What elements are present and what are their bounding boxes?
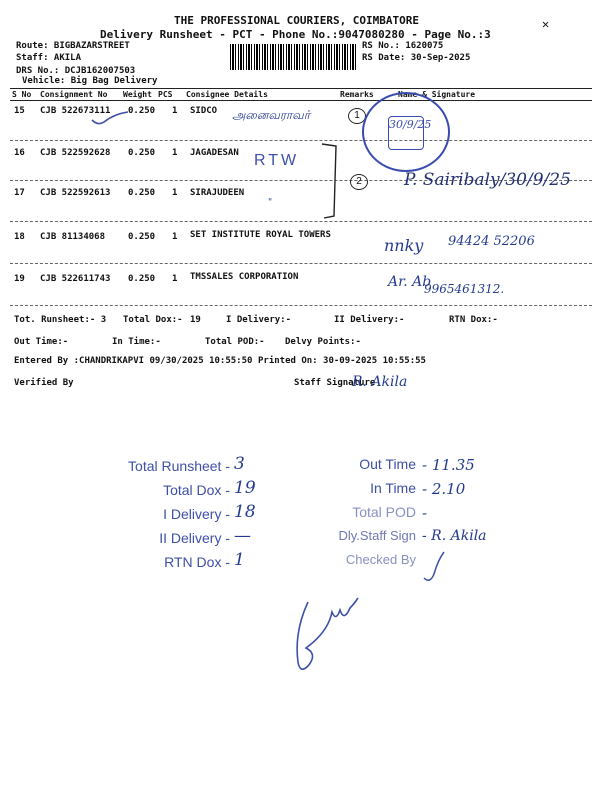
row-sno: 19 — [14, 274, 25, 284]
summary-label: II Delivery - — [159, 530, 230, 546]
row-sno: 16 — [14, 148, 25, 158]
bottom-signature-icon — [288, 592, 368, 682]
row-weight: 0.250 — [128, 274, 156, 284]
row-consignment: CJB 522592613 — [40, 188, 111, 198]
col-weight: Weight — [123, 90, 152, 99]
summary-label: Checked By — [345, 552, 416, 567]
row19-phone: 9965461312. — [424, 282, 505, 296]
summary-label: Total Dox - — [163, 482, 230, 498]
tot-runsheet: Tot. Runsheet:- 3 — [14, 315, 107, 325]
row-weight: 0.250 — [128, 148, 156, 158]
summary-label: Total POD — [352, 504, 416, 520]
row-pcs: 1 — [172, 148, 178, 158]
in-time: In Time:- — [112, 337, 161, 347]
row-pcs: 1 — [172, 274, 178, 284]
summary-value: - 2.10 — [422, 480, 466, 498]
row-consignment: CJB 522673111 — [40, 106, 111, 116]
col-sno: S No — [12, 90, 32, 99]
summary-label: RTN Dox - — [164, 554, 230, 570]
drs-number: DRS No.: DCJB162007503 — [16, 66, 136, 76]
delivery-stamp — [362, 92, 450, 172]
summary-left-labels — [128, 458, 230, 578]
summary-right-labels — [338, 456, 416, 576]
row-consignment: CJB 522611743 — [40, 274, 111, 284]
col-consignee: Consignee Details — [186, 90, 268, 99]
row18-phone: 94424 52206 — [448, 234, 535, 249]
row-weight: 0.250 — [128, 188, 156, 198]
summary-label: Dly.Staff Sign — [338, 528, 416, 543]
summary-left-values — [234, 454, 256, 574]
vehicle: Vehicle: Big Bag Delivery — [22, 76, 158, 86]
row-consignment: CJB 522592628 — [40, 148, 111, 158]
row15-handwriting: அனைவராவர் — [232, 108, 311, 122]
row15-circled-mark: 1 — [348, 108, 366, 124]
verified-by: Verified By — [14, 378, 74, 388]
route: Route: BIGBAZARSTREET — [16, 41, 130, 51]
delvy-points: Delvy Points:- — [285, 337, 361, 347]
row17-ditto: " — [268, 198, 273, 208]
summary-value: 3 — [234, 454, 245, 474]
col-signature: Name & Signature — [398, 90, 476, 99]
row-consignment: CJB 81134068 — [40, 232, 106, 242]
summary-label: In Time — [370, 480, 416, 496]
rs-number: RS No.: 1620075 — [362, 41, 444, 51]
row17-circled-mark: 2 — [350, 174, 368, 190]
row17-signature: P. Sairibaly/30/9/25 — [404, 170, 571, 190]
row-pcs: 1 — [172, 106, 178, 116]
row19-signature: Ar. Ab — [388, 274, 432, 290]
row-consignee: SIDCO — [190, 106, 218, 116]
row-consignee: JAGADESAN — [190, 148, 239, 158]
staff: Staff: AKILA — [16, 53, 82, 63]
row-consignee: SIRAJUDEEN — [190, 188, 245, 198]
i-delivery: I Delivery:- — [226, 315, 292, 325]
entered-by: Entered By :CHANDRIKAPVI 09/30/2025 10:55:50 — [14, 356, 253, 366]
corner-mark-icon: ✕ — [542, 17, 550, 31]
row-sno: 18 — [14, 232, 25, 242]
staff-signature-label: Staff Signature — [294, 378, 376, 388]
row-consignee: TMSSALES CORPORATION — [190, 272, 299, 282]
barcode — [230, 44, 356, 70]
summary-value: - 11.35 — [422, 456, 475, 474]
tick-mark-icon — [90, 110, 130, 128]
rs-date: RS Date: 30-Sep-2025 — [362, 53, 471, 63]
summary-value: - — [422, 504, 428, 522]
stamp-date: 30/9/25 — [388, 116, 424, 150]
total-pod: Total POD:- — [205, 337, 265, 347]
staff-handwritten-signature: R. Akila — [352, 374, 408, 390]
rtn-dox: RTN Dox:- — [449, 315, 498, 325]
row-weight: 0.250 — [128, 106, 156, 116]
row-sno: 17 — [14, 188, 25, 198]
checked-squiggle-icon — [420, 548, 450, 588]
col-consignment: Consignment No — [40, 90, 108, 99]
row-consignee: SET INSTITUTE ROYAL TOWERS — [190, 230, 331, 240]
runsheet-subtitle: Delivery Runsheet - PCT - Phone No.:9047080280 - Page No.:3 — [100, 28, 491, 41]
row18-signature: nnky — [384, 236, 424, 255]
summary-label: Total Runsheet - — [128, 458, 230, 474]
out-time: Out Time:- — [14, 337, 69, 347]
bracket-mark-icon — [318, 142, 342, 222]
total-dox-label: Total Dox:- — [123, 315, 183, 325]
total-dox-value: 19 — [190, 315, 201, 325]
summary-label: I Delivery - — [163, 506, 230, 522]
row-pcs: 1 — [172, 232, 178, 242]
summary-value: 19 — [234, 478, 256, 498]
row-pcs: 1 — [172, 188, 178, 198]
printed-on: Printed On: 30-09-2025 10:55:55 — [258, 356, 426, 366]
summary-value: 18 — [234, 502, 256, 522]
summary-value: - R. Akila — [422, 528, 487, 544]
col-remarks: Remarks — [340, 90, 374, 99]
row-weight: 0.250 — [128, 232, 156, 242]
ii-delivery: II Delivery:- — [334, 315, 405, 325]
col-pcs: PCS — [158, 90, 173, 99]
company-name: THE PROFESSIONAL COURIERS, COIMBATORE — [174, 14, 420, 27]
summary-label: Out Time — [359, 456, 416, 472]
summary-value: 1 — [234, 550, 245, 570]
rtw-remark: RTW — [254, 152, 300, 169]
summary-value: — — [234, 526, 251, 546]
row-sno: 15 — [14, 106, 25, 116]
